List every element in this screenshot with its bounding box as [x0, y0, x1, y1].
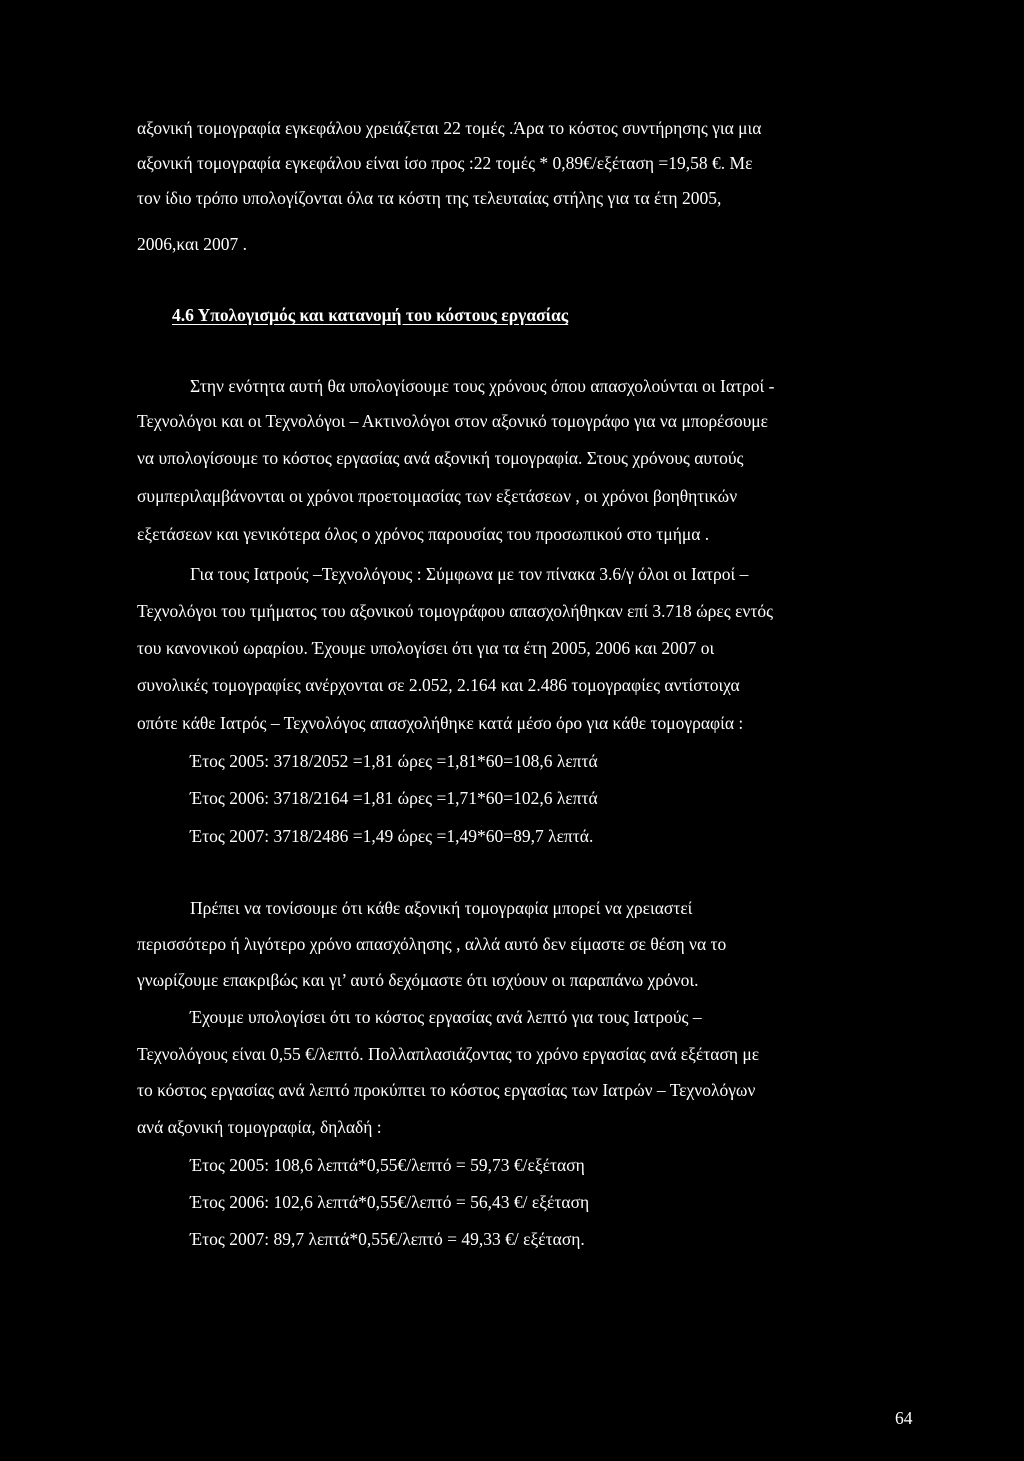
body-line-10: οπότε κάθε Ιατρός – Τεχνολόγος απασχολήθηκε κατά μέσο όρο για κάθε τομογραφία :	[137, 713, 744, 733]
intro-line-1: αξονική τομογραφία εγκεφάλου χρειάζεται 22 τομές .Άρα το κόστος συντήρησης για μια	[137, 118, 762, 138]
body-line-3: να υπολογίσουμε το κόστος εργασίας ανά αξονική τομογραφία. Στους χρόνους αυτούς	[137, 448, 744, 468]
body2-line-3: γνωρίζουμε επακριβώς και γι’ αυτό δεχόμαστε ότι ισχύουν οι παραπάνω χρόνοι.	[137, 970, 699, 990]
body-line-7: Τεχνολόγοι του τμήματος του αξονικού τομογράφου απασχολήθηκαν επί 3.718 ώρες εντός	[137, 601, 774, 621]
body-line-6: Για τους Ιατρούς –Τεχνολόγους : Σύμφωνα με τον πίνακα 3.6/γ όλοι οι Ιατροί –	[190, 564, 749, 584]
body-line-4: συμπεριλαμβάνονται οι χρόνοι προετοιμασίας των εξετάσεων , οι χρόνοι βοηθητικών	[137, 486, 738, 506]
cost-line-2007: Έτος 2007: 89,7 λεπτά*0,55€/λεπτό = 49,33 €/ εξέταση.	[190, 1229, 585, 1249]
body-line-5: εξετάσεων και γενικότερα όλος ο χρόνος παρουσίας του προσωπικού στο τμήμα .	[137, 524, 710, 544]
intro-line-4: 2006,και 2007 .	[137, 234, 248, 254]
section-heading: 4.6 Υπολογισμός και κατανομή του κόστους εργασίας	[172, 305, 569, 325]
cost-line-2005: Έτος 2005: 108,6 λεπτά*0,55€/λεπτό = 59,73 €/εξέταση	[190, 1155, 585, 1175]
page-number: 64	[895, 1408, 913, 1428]
cost-line-2006: Έτος 2006: 102,6 λεπτά*0,55€/λεπτό = 56,43 €/ εξέταση	[190, 1192, 590, 1212]
body-line-1: Στην ενότητα αυτή θα υπολογίσουμε τους χρόνους όπου απασχολούνται οι Ιατροί -	[190, 376, 775, 396]
body2-line-7: ανά αξονική τομογραφία, δηλαδή :	[137, 1117, 382, 1137]
calc-line-2005: Έτος 2005: 3718/2052 =1,81 ώρες =1,81*60=108,6 λεπτά	[190, 751, 598, 771]
body2-line-6: το κόστος εργασίας ανά λεπτό προκύπτει το κόστος εργασίας των Ιατρών – Τεχνολόγων	[137, 1080, 756, 1100]
body2-line-5: Τεχνολόγους είναι 0,55 €/λεπτό. Πολλαπλασιάζοντας το χρόνο εργασίας ανά εξέταση με	[137, 1044, 760, 1064]
body-line-2: Τεχνολόγοι και οι Τεχνολόγοι – Ακτινολόγοι στον αξονικό τομογράφο για να μπορέσουμε	[137, 411, 768, 431]
intro-line-3: τον ίδιο τρόπο υπολογίζονται όλα τα κόστη της τελευταίας στήλης για τα έτη 2005,	[137, 188, 722, 208]
calc-line-2007: Έτος 2007: 3718/2486 =1,49 ώρες =1,49*60=89,7 λεπτά.	[190, 826, 594, 846]
body-line-8: του κανονικού ωραρίου. Έχουμε υπολογίσει ότι για τα έτη 2005, 2006 και 2007 οι	[137, 638, 715, 658]
body2-line-4: Έχουμε υπολογίσει ότι το κόστος εργασίας ανά λεπτό για τους Ιατρούς –	[190, 1007, 702, 1027]
intro-line-2: αξονική τομογραφία εγκεφάλου είναι ίσο προς :22 τομές * 0,89€/εξέταση =19,58 €. Με	[137, 153, 753, 173]
body-line-9: συνολικές τομογραφίες ανέρχονται σε 2.052, 2.164 και 2.486 τομογραφίες αντίστοιχα	[137, 675, 740, 695]
body2-line-1: Πρέπει να τονίσουμε ότι κάθε αξονική τομογραφία μπορεί να χρειαστεί	[190, 898, 693, 918]
body2-line-2: περισσότερο ή λιγότερο χρόνο απασχόλησης , αλλά αυτό δεν είμαστε σε θέση να το	[137, 934, 727, 954]
calc-line-2006: Έτος 2006: 3718/2164 =1,81 ώρες =1,71*60=102,6 λεπτά	[190, 788, 598, 808]
